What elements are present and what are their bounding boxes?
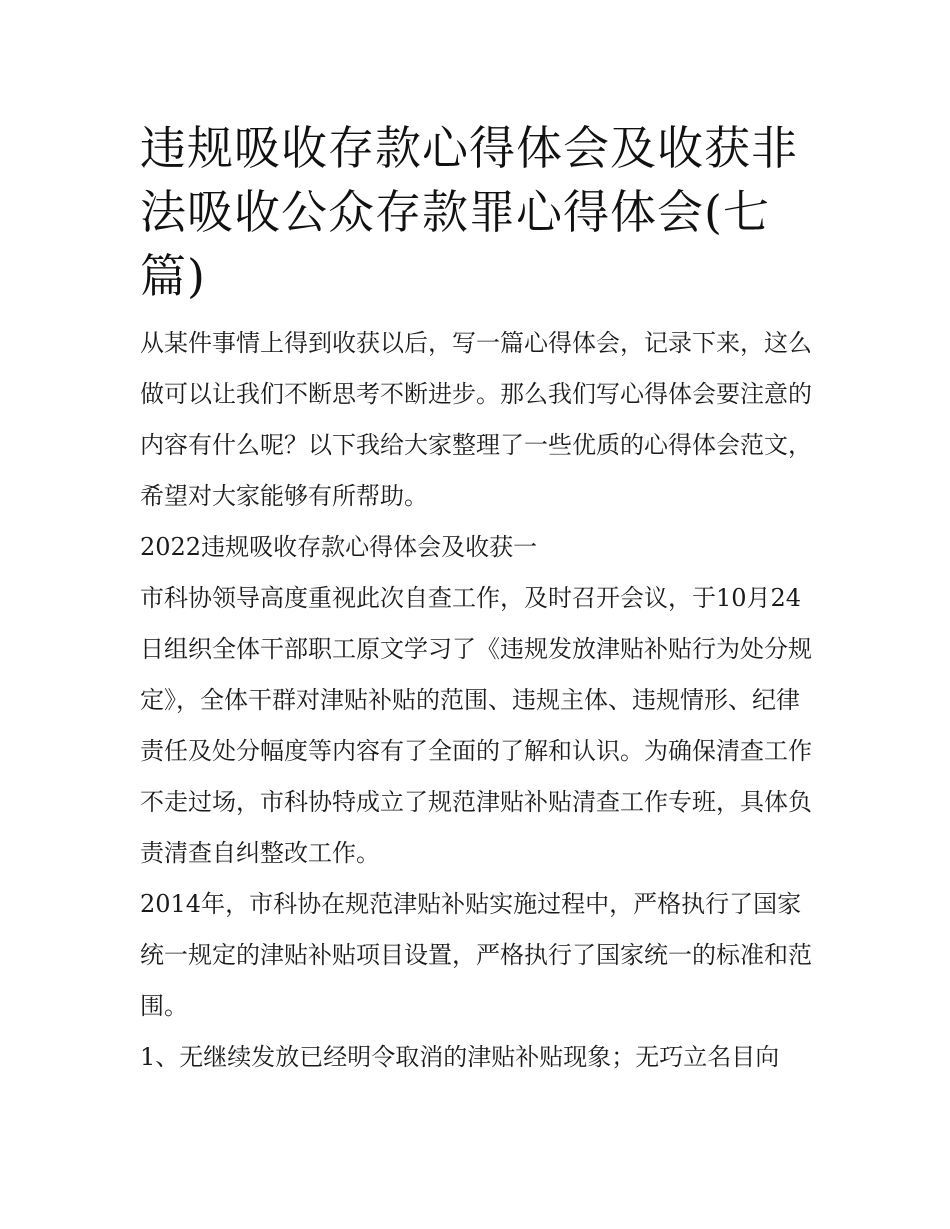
section-heading: 2022违规吸收存款心得体会及收获一 [140, 533, 538, 561]
body-paragraph: 市科协领导高度重视此次自查工作，及时召开会议，于10月24日组织全体干部职工原文学习了《违规发放津贴补贴行为处分规定》，全体干群对津贴补贴的范围、违规主体、违规情形、纪律责任及处分幅度等内容有了全面的了解和认识。为确保清查工作不走过场，市科协特成立了规范津贴补贴清查工作专班，具体负责清查自纠整改工作。 [140, 584, 812, 867]
intro-paragraph: 从某件事情上得到收获以后，写一篇心得体会，记录下来，这么做可以让我们不断思考不断进步。那么我们写心得体会要注意的内容有什么呢？以下我给大家整理了一些优质的心得体会范文，希望对大家能够有所帮助。 [140, 329, 812, 510]
body-paragraph: 2014年，市科协在规范津贴补贴实施过程中，严格执行了国家统一规定的津贴补贴项目设置，严格执行了国家统一的标准和范围。 [140, 890, 812, 1020]
list-item: 1、无继续发放已经明令取消的津贴补贴现象；无巧立名目向 [140, 1043, 780, 1071]
document-body [140, 116, 820, 1083]
document-title: 违规吸收存款心得体会及收获非法吸收公众存款罪心得体会(七篇) [140, 121, 798, 303]
